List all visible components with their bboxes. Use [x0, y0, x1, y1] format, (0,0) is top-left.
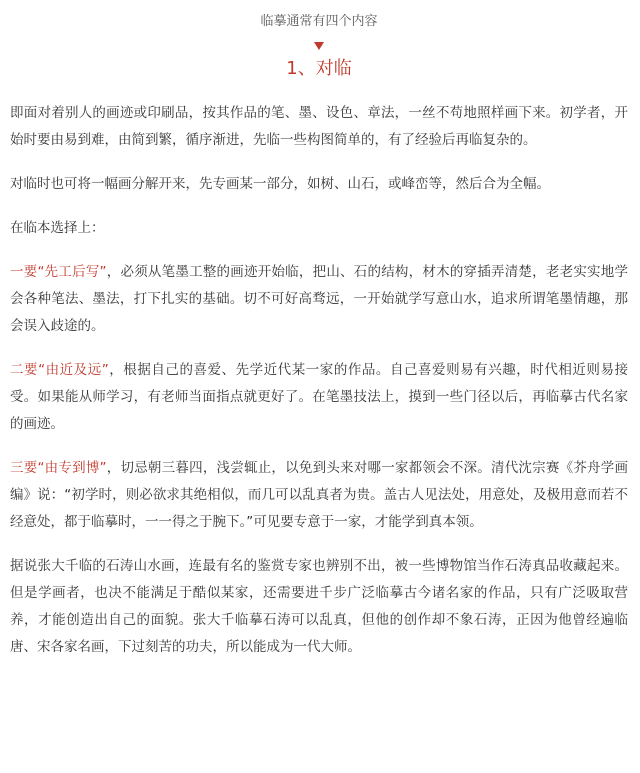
triangle-down-icon	[314, 42, 324, 50]
paragraph-intro: 即面对着别人的画迹或印刷品，按其作品的笔、墨、设色、章法，一丝不苟地照样画下来。初学者，开始时要由易到难，由简到繁，循序渐进，先临一些构图简单的，有了经验后再临复杂的。	[10, 105, 628, 148]
paragraph-selection: 在临本选择上：	[10, 220, 105, 236]
article-header	[10, 0, 628, 82]
rule-2-highlight: 二要“由近及远”	[10, 362, 109, 378]
paragraph-rule-3	[10, 455, 628, 536]
rule-3-body: ，切忌朝三暮四，浅尝辄止，以免到头来对哪一家都领会不深。清代沈宗赛《芥舟学画编》说：“初学时，则必欲求其绝相似，而几可以乱真者为贵。盖古人见法处，用意处，及极用意而若不经意处，都于临摹时，一一得之于腕下。”可见要专意于一家，才能学到真本领。	[10, 460, 628, 530]
paragraph-zhang-daqian: 据说张大千临的石涛山水画，连最有名的鉴赏专家也辨别不出，被一些博物馆当作石涛真品收藏起来。但是学画者，也决不能满足于酷似某家，还需要进千步广泛临摹古今诸名家的作品，只有广泛吸取营养，才能创造出自己的面貌。张大千临摹石涛可以乱真，但他的创作却不象石涛，正因为他曾经遍临唐、宋各家名画，下过刻苦的功夫，所以能成为一代大师。	[10, 558, 628, 655]
paragraph-rule-1	[10, 259, 628, 340]
rule-1-body: ，必须从笔墨工整的画迹开始临，把山、石的结构，材木的穿插弄清楚，老老实实地学会各种笔法、墨法，打下扎实的基础。切不可好高骛远，一开始就学写意山水，追求所谓笔墨情趣，那会误入歧途的。	[10, 264, 628, 334]
section-title: 1、对临	[286, 58, 352, 79]
paragraph-rule-2	[10, 357, 628, 438]
paragraph-split: 对临时也可将一幅画分解开来，先专画某一部分，如树、山石，或峰峦等，然后合为全幅。	[10, 176, 550, 192]
rule-3-highlight: 三要“由专到博”	[10, 460, 107, 476]
rule-1-highlight: 一要“先工后写”	[10, 264, 107, 280]
rule-2-body: ，根据自己的喜爱、先学近代某一家的作品。自己喜爱则易有兴趣，时代相近则易接受。如果能从师学习，有老师当面指点就更好了。在笔墨技法上，摸到一些门径以后，再临摹古代名家的画迹。	[10, 362, 628, 432]
header-subtitle: 临摹通常有四个内容	[260, 14, 378, 29]
